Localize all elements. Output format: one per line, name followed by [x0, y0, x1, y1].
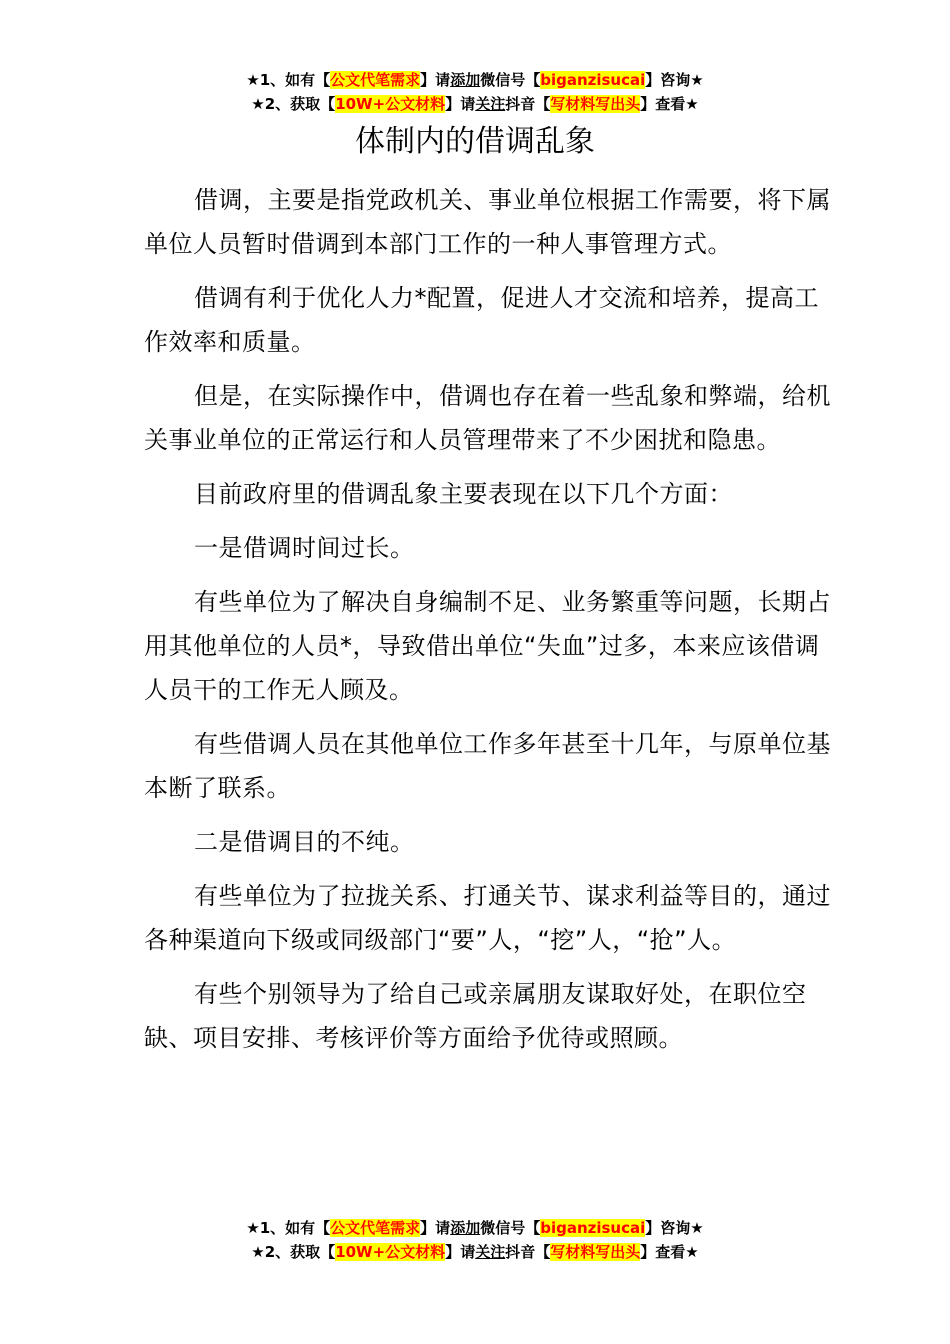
- promo-highlight: biganzisucai: [540, 1219, 646, 1237]
- promo-line-2: [0, 92, 950, 116]
- promo-text: ★2、获取【: [251, 95, 336, 113]
- promo-highlight: 公文代笔需求: [330, 1219, 421, 1237]
- promo-text: 微信号【: [480, 71, 541, 89]
- paragraph: 有些单位为了解决自身编制不足、业务繁重等问题，长期占用其他单位的人员*，导致借出单位“失血”过多，本来应该借调人员干的工作无人顾及。: [144, 588, 831, 704]
- promo-underline: 添加: [450, 71, 481, 89]
- promo-banner-bottom: [0, 1216, 950, 1264]
- promo-text: 抖音【: [505, 1243, 551, 1261]
- promo-highlight: 写材料写出头: [550, 95, 641, 113]
- promo-text: 】查看★: [640, 1243, 699, 1261]
- paragraph: 有些个别领导为了给自己或亲属朋友谋取好处，在职位空缺、项目安排、考核评价等方面给予优待或照顾。: [144, 980, 807, 1052]
- paragraph: 借调，主要是指党政机关、事业单位根据工作需要，将下属单位人员暂时借调到本部门工作的一种人事管理方式。: [144, 186, 831, 258]
- promo-line-1: [0, 68, 950, 92]
- section-heading: 一是借调时间过长。: [194, 534, 415, 562]
- promo-highlight: 10W+公文材料: [335, 1243, 446, 1261]
- paragraph: 借调有利于优化人力*配置，促进人才交流和培养，提高工作效率和质量。: [144, 284, 819, 356]
- promo-text: 抖音【: [505, 95, 551, 113]
- promo-text: ★1、如有【: [246, 71, 331, 89]
- promo-line-1: [0, 1216, 950, 1240]
- promo-highlight: 写材料写出头: [550, 1243, 641, 1261]
- promo-banner-top: [0, 68, 950, 116]
- promo-text: 】请: [420, 71, 451, 89]
- promo-underline: 关注: [475, 95, 506, 113]
- promo-highlight: biganzisucai: [540, 71, 646, 89]
- promo-text: 】咨询★: [645, 1219, 704, 1237]
- paragraph: 目前政府里的借调乱象主要表现在以下几个方面：: [194, 480, 733, 508]
- promo-line-2: [0, 1240, 950, 1264]
- promo-text: 】请: [420, 1219, 451, 1237]
- paragraph: 但是，在实际操作中，借调也存在着一些乱象和弊端，给机关事业单位的正常运行和人员管理带来了不少困扰和隐患。: [144, 382, 831, 454]
- promo-text: 】咨询★: [645, 71, 704, 89]
- promo-highlight: 公文代笔需求: [330, 71, 421, 89]
- paragraph: 有些借调人员在其他单位工作多年甚至十几年，与原单位基本断了联系。: [144, 730, 831, 802]
- promo-highlight: 10W+公文材料: [335, 95, 446, 113]
- promo-text: 】请: [445, 1243, 476, 1261]
- promo-text: 微信号【: [480, 1219, 541, 1237]
- document-title: 体制内的借调乱象: [355, 124, 595, 159]
- promo-text: ★2、获取【: [251, 1243, 336, 1261]
- promo-text: 】请: [445, 95, 476, 113]
- promo-text: ★1、如有【: [246, 1219, 331, 1237]
- paragraph: 有些单位为了拉拢关系、打通关节、谋求利益等目的，通过各种渠道向下级或同级部门“要”人，“挖”人，“抢”人。: [144, 882, 831, 954]
- promo-underline: 添加: [450, 1219, 481, 1237]
- document-body: [144, 178, 834, 1070]
- promo-text: 】查看★: [640, 95, 699, 113]
- section-heading: 二是借调目的不纯。: [194, 828, 415, 856]
- promo-underline: 关注: [475, 1243, 506, 1261]
